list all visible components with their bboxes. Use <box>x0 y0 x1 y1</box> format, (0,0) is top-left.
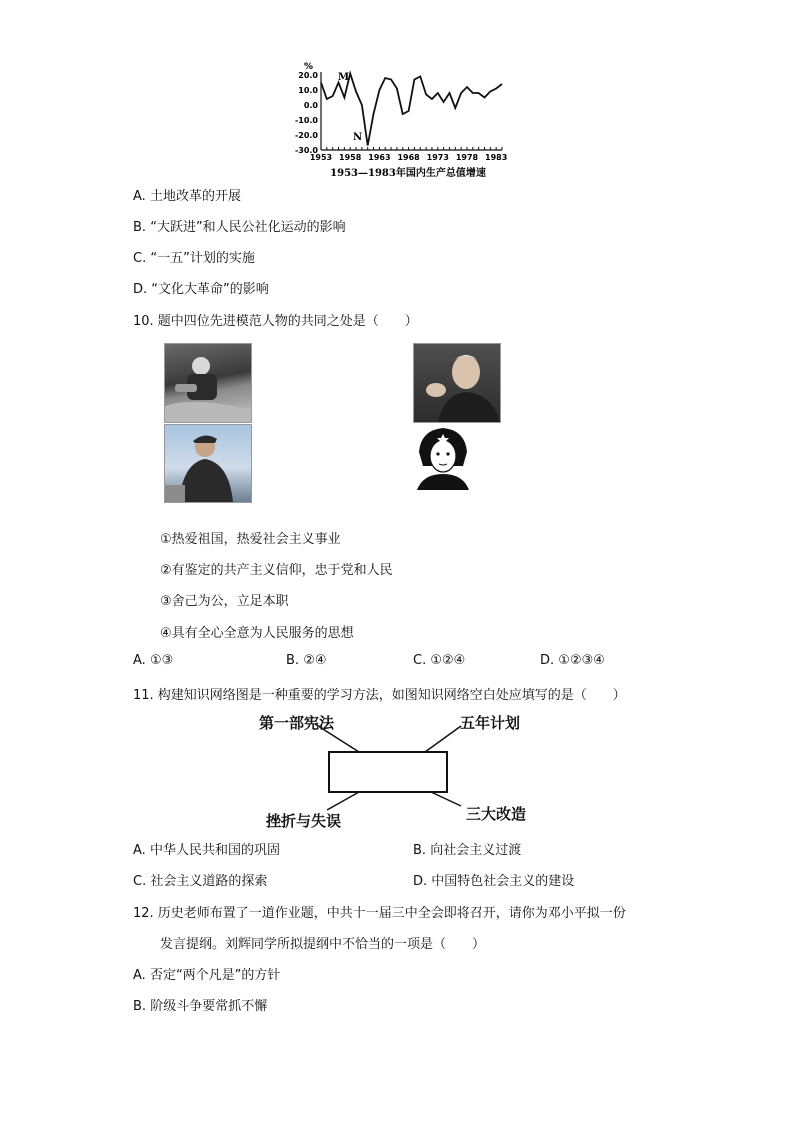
option-letter: B. <box>413 843 427 858</box>
q10-statement-2: ②有鉴定的共产主义信仰，忠于党和人民 <box>160 563 393 578</box>
q10-statement-3: ③舍己为公，立足本职 <box>160 594 289 609</box>
q12-option-b <box>133 995 267 1014</box>
x-axis-ticks <box>310 153 507 162</box>
q10-stem: 10. 题中四位先进模范人物的共同之处是（ ） <box>133 314 418 329</box>
y-tick-label: -10.0 <box>294 116 318 125</box>
option-letter: C. <box>413 653 427 668</box>
connector-bottom-left <box>327 792 359 810</box>
gdp-growth-chart <box>290 58 510 183</box>
soldier-silhouette <box>165 344 251 422</box>
q10-option-c <box>413 653 465 668</box>
option-text: 否定“两个凡是”的方针 <box>149 968 281 983</box>
portrait-silhouette <box>413 424 473 490</box>
q11-option-d <box>413 870 574 889</box>
option-letter: A. <box>133 843 146 858</box>
q10-statement-4: ④具有全心全意为人民服务的思想 <box>160 626 354 641</box>
q12-stem-line2: 发言提纲。刘辉同学所拟提纲中不恰当的一项是（ ） <box>160 937 486 952</box>
x-tick-label: 1963 <box>368 153 391 162</box>
gdp-growth-line <box>321 74 502 146</box>
y-tick-label: 0.0 <box>303 101 318 110</box>
photo-soldier-battlefield <box>164 343 252 423</box>
node-bottom-left: 挫折与失误 <box>266 812 342 830</box>
option-text: 中华人民共和国的巩固 <box>149 843 280 858</box>
option-text: “大跃进”和人民公社化运动的影响 <box>150 220 346 235</box>
option-letter: D. <box>133 282 148 297</box>
x-tick-label: 1958 <box>339 153 362 162</box>
y-axis-ticks <box>295 71 318 155</box>
option-text: 社会主义道路的探索 <box>150 874 268 889</box>
option-letter: A. <box>133 189 146 204</box>
option-text: 向社会主义过渡 <box>430 843 522 858</box>
q9-option-b <box>133 216 346 235</box>
option-letter: A. <box>133 968 146 983</box>
option-text: 土地改革的开展 <box>149 189 241 204</box>
y-tick-label: -30.0 <box>294 146 318 155</box>
x-tick-label: 1978 <box>455 153 479 162</box>
q11-option-a <box>133 839 280 858</box>
portrait-drawing <box>413 424 473 490</box>
option-text: “文化大革命”的影响 <box>151 282 269 297</box>
option-text: 中国特色社会主义的建设 <box>431 874 575 889</box>
q12-option-a <box>133 964 280 983</box>
x-tick-label: 1968 <box>397 153 420 162</box>
option-letter: B. <box>133 999 147 1014</box>
connector-top-right <box>425 726 461 752</box>
option-text: ①③ <box>149 653 174 668</box>
q10-option-d <box>540 653 605 668</box>
blank-center-box <box>329 752 447 792</box>
q11-stem: 11. 构建知识网络图是一种重要的学习方法，如图知识网络空白处应填写的是（ ） <box>133 688 626 703</box>
chart-unit-label: % <box>304 62 314 72</box>
node-top-left: 第一部宪法 <box>259 714 335 732</box>
q9-option-d <box>133 278 269 297</box>
option-letter: C. <box>133 251 147 266</box>
q9-option-a <box>133 185 241 204</box>
point-M-label: M <box>338 72 350 83</box>
node-bottom-right: 三大改造 <box>466 805 527 823</box>
chart-caption: 1953—1983年国内生产总值增速 <box>330 168 486 179</box>
option-letter: C. <box>133 874 147 889</box>
photo-man-clapping <box>413 343 501 423</box>
option-text: “一五”计划的实施 <box>150 251 255 266</box>
option-letter: A. <box>133 653 146 668</box>
option-text: ①②③④ <box>558 653 605 668</box>
x-tick-label: 1983 <box>485 153 508 162</box>
man-silhouette <box>414 344 500 422</box>
option-letter: D. <box>413 874 428 889</box>
photo-man-sweater <box>164 424 252 503</box>
x-tick-label: 1953 <box>309 153 333 162</box>
q12-stem-line1: 12. 历史老师布置了一道作业题，中共十一届三中全会即将召开，请你为邓小平拟一份 <box>133 906 626 921</box>
connector-bottom-right <box>431 792 461 806</box>
option-letter: D. <box>540 653 555 668</box>
node-top-right: 五年计划 <box>460 714 521 732</box>
q10-statement-1: ①热爱祖国，热爱社会主义事业 <box>160 532 341 547</box>
y-tick-label: 20.0 <box>298 71 318 80</box>
option-text: 阶级斗争要常抓不懈 <box>150 999 268 1014</box>
y-tick-label: -20.0 <box>294 131 318 140</box>
option-text: ①②④ <box>430 653 466 668</box>
point-N-label: N <box>353 132 363 143</box>
x-tick-label: 1973 <box>426 153 449 162</box>
option-letter: B. <box>286 653 300 668</box>
q9-option-c <box>133 247 255 266</box>
option-text: ②④ <box>303 653 327 668</box>
option-letter: B. <box>133 220 147 235</box>
q10-option-b <box>286 653 327 668</box>
y-tick-label: 10.0 <box>298 86 318 95</box>
q10-option-a <box>133 653 173 668</box>
q11-option-b <box>413 839 521 858</box>
q11-option-c <box>133 870 267 889</box>
worker-silhouette <box>165 425 251 502</box>
